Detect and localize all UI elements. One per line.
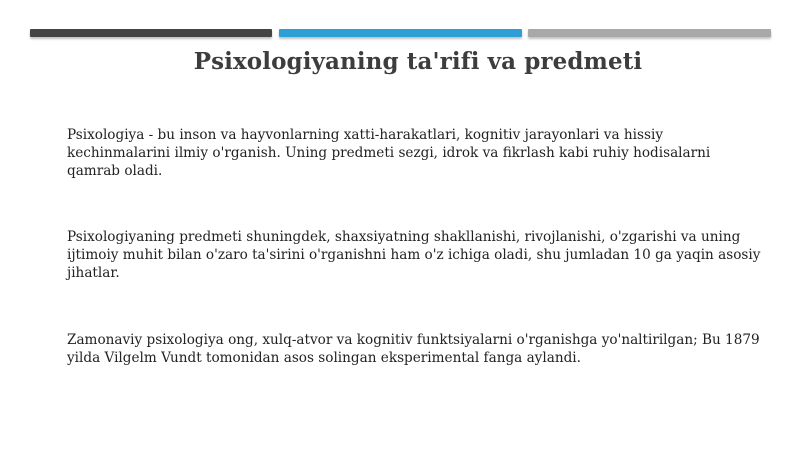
paragraph-definition: Psixologiya - bu inson va hayvonlarning xatti-harakatlari, kognitiv jarayonlari va hissiy kechinmalarini ilmiy o'rganish. Uning predmeti sezgi, idrok va fikrlash kabi ruhiy hodisalarni qamrab oladi. <box>67 127 711 179</box>
paragraph-subject: Psixologiyaning predmeti shuningdek, shaxsiyatning shakllanishi, rivojlanishi, o'zgarishi va uning ijtimoiy muhit bilan o'zaro ta'sirini o'rganishni ham o'z ichiga oladi, shu jumladan 10 ga yaqin asosiy jihatlar. <box>67 229 761 281</box>
slide-title: Psixologiyaning ta'rifi va predmeti <box>193 48 643 75</box>
accent-bar-gray <box>528 29 771 37</box>
accent-bar-dark <box>30 29 272 37</box>
paragraph-modern: Zamonaviy psixologiya ong, xulq-atvor va kognitiv funktsiyalarni o'rganishga yo'naltirilgan; Bu 1879 yilda Vilgelm Vundt tomonidan asos solingan eksperimental fanga aylandi. <box>67 332 760 366</box>
accent-bar-blue <box>279 29 522 37</box>
